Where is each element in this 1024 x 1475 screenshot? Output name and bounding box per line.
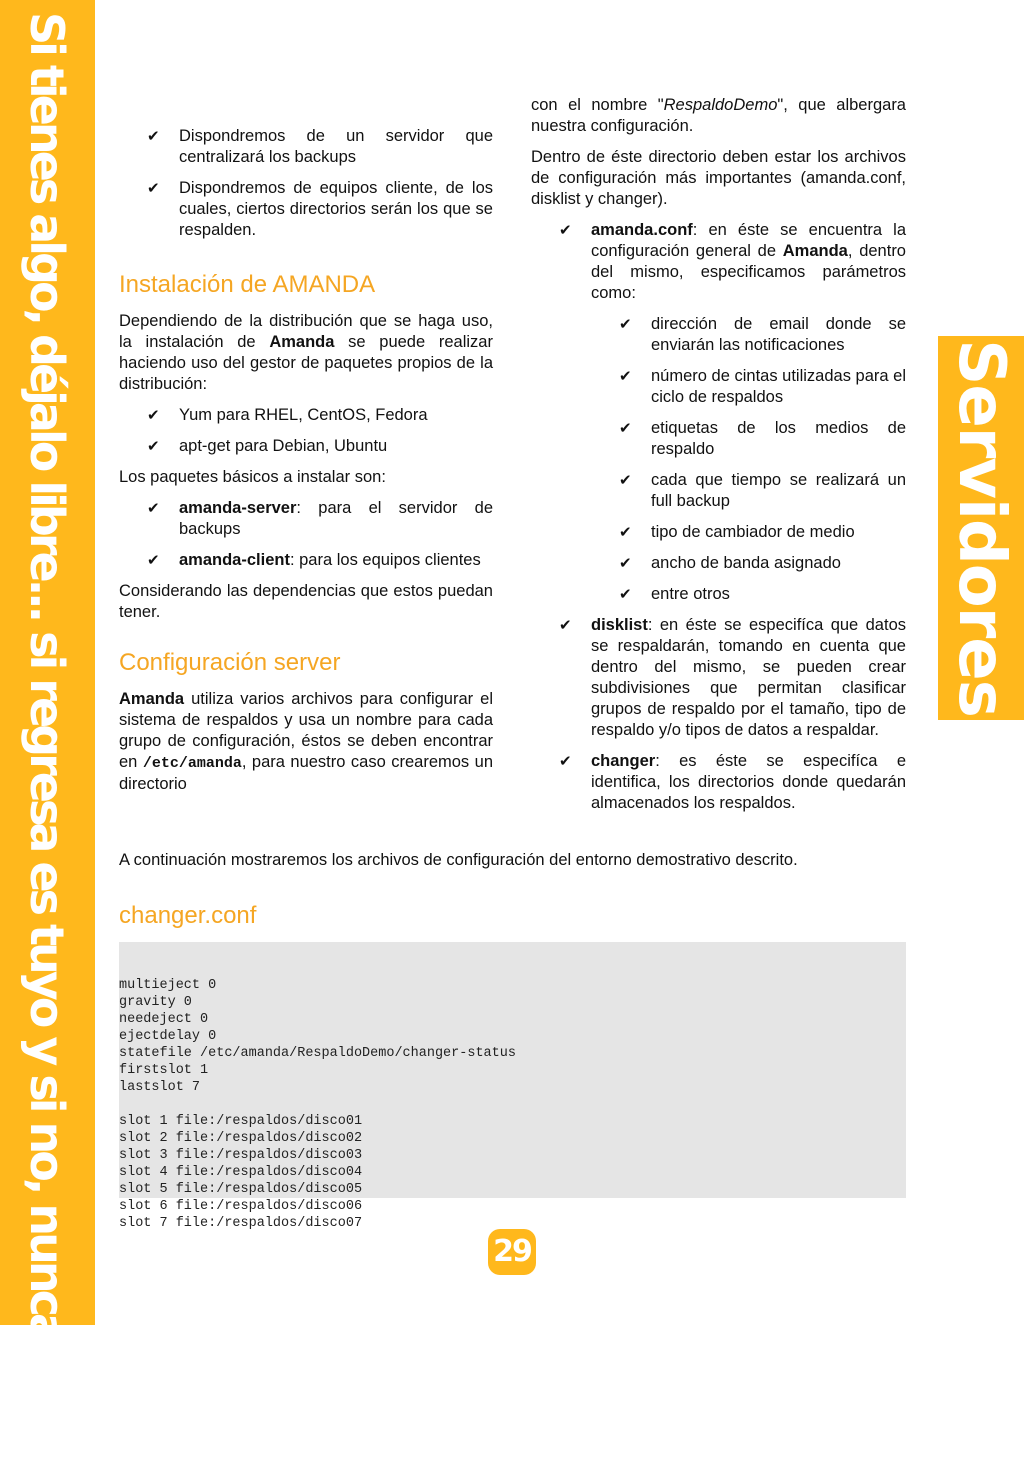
code-line: gravity 0 xyxy=(119,995,192,1010)
code-line: needeject 0 xyxy=(119,1012,209,1027)
code-line: slot 4 file:/respaldos/disco04 xyxy=(119,1165,363,1180)
package-list xyxy=(119,498,493,571)
directory-paragraph: Dentro de éste directorio deben estar los archivos de configuración más importantes (amanda.conf, disklist y changer). xyxy=(531,148,906,208)
check-icon: ✔ xyxy=(147,500,160,517)
config-heading: Configuración server xyxy=(119,649,341,676)
params-list xyxy=(591,314,906,605)
code-line: slot 2 file:/respaldos/disco02 xyxy=(119,1131,363,1146)
check-icon: ✔ xyxy=(147,128,160,145)
list-item: ✔ apt-get para Debian, Ubuntu xyxy=(147,437,388,455)
section-tab xyxy=(938,336,1024,720)
intro-bullet-list xyxy=(119,126,493,241)
code-block xyxy=(119,942,906,1231)
check-icon: ✔ xyxy=(619,524,632,541)
check-icon: ✔ xyxy=(147,438,160,455)
code-line: slot 3 file:/respaldos/disco03 xyxy=(119,1148,363,1163)
list-item-amanda-conf: ✔ amanda.conf: en éste se encuentra la configuración general de Amanda, dentro del mismo, especificamos parámetros como: ✔ dirección de email donde se enviarán las notificaciones ✔ número de cintas utilizadas para el ciclo de respaldos ✔ etiquetas de los medios de respaldo ✔ cada que tiempo se realizará un full backup ✔ tipo de cambiador de medio ✔ ancho de banda asignado ✔ entre otros xyxy=(559,221,906,603)
code-line: slot 1 file:/respaldos/disco01 xyxy=(119,1114,363,1129)
check-icon: ✔ xyxy=(619,555,632,572)
list-item: ✔ tipo de cambiador de medio xyxy=(619,523,855,541)
check-icon: ✔ xyxy=(559,222,572,239)
continuation-paragraph: con el nombre "RespaldoDemo", que albergara nuestra configuración. xyxy=(531,96,906,135)
install-heading: Instalación de AMANDA xyxy=(119,271,376,298)
check-icon: ✔ xyxy=(147,180,160,197)
list-item: ✔ dirección de email donde se enviarán las notificaciones xyxy=(619,315,906,354)
code-line: statefile /etc/amanda/RespaldoDemo/changer-status xyxy=(119,1046,516,1061)
distro-list xyxy=(119,405,493,457)
list-item: ✔ Yum para RHEL, CentOS, Fedora xyxy=(147,406,428,424)
list-item: ✔ ancho de banda asignado xyxy=(619,554,841,572)
check-icon: ✔ xyxy=(619,368,632,385)
code-line: ejectdelay 0 xyxy=(119,1029,217,1044)
install-paragraph: Dependiendo de la distribución que se haga uso, la instalación de Amanda se puede realizar haciendo uso del gestor de paquetes propios de la distribución: xyxy=(119,312,493,393)
list-item: ✔ Dispondremos de un servidor que centralizará los backups xyxy=(147,127,493,166)
page-number: 29 xyxy=(488,1229,536,1275)
sidebar-slogan: Si tienes algo, déjalo libre... si regresa es tuyo y si no, nunca lo fué xyxy=(20,12,74,1475)
code-line: slot 6 file:/respaldos/disco06 xyxy=(119,1199,363,1214)
packages-intro: Los paquetes básicos a instalar son: xyxy=(119,468,386,486)
right-column xyxy=(531,95,906,824)
list-item: ✔ entre otros xyxy=(619,585,730,603)
sidebar-banner xyxy=(0,0,95,1475)
code-line: lastslot 7 xyxy=(119,1080,201,1095)
code-line: slot 7 file:/respaldos/disco07 xyxy=(119,1216,363,1231)
list-item: ✔ amanda-server: para el servidor de backups xyxy=(147,499,493,538)
list-item-disklist: ✔ disklist: en éste se especifíca que datos se respaldarán, tomando en cuenta que dentro del mismo, se pueden crear subdivisiones que permitan clasificar grupos de respaldo por el tamaño, tipo de respaldo y/o tipos de datos a respaldar. xyxy=(559,616,906,739)
check-icon: ✔ xyxy=(619,586,632,603)
check-icon: ✔ xyxy=(619,420,632,437)
full-width-paragraph: A continuación mostraremos los archivos de configuración del entorno demostrativo descrito. xyxy=(119,851,798,869)
list-item: ✔ etiquetas de los medios de respaldo xyxy=(619,419,906,458)
config-files-list xyxy=(531,220,906,814)
list-item-changer: ✔ changer: es éste se especifíca e identifica, los directorios donde quedarán almacenados los respaldos. xyxy=(559,752,906,812)
list-item: ✔ Dispondremos de equipos cliente, de los cuales, ciertos directorios serán los que se respalden. xyxy=(147,179,493,239)
check-icon: ✔ xyxy=(147,407,160,424)
check-icon: ✔ xyxy=(559,617,572,634)
check-icon: ✔ xyxy=(619,316,632,333)
config-paragraph: Amanda utiliza varios archivos para configurar el sistema de respaldos y usa un nombre para cada grupo de configuración, éstos se deben encontrar en /etc/amanda, para nuestro caso crearemos un directorio xyxy=(119,690,493,793)
check-icon: ✔ xyxy=(559,753,572,770)
code-line: firstslot 1 xyxy=(119,1063,209,1078)
code-section-title: changer.conf xyxy=(119,902,257,929)
config-path: /etc/amanda xyxy=(142,755,242,772)
list-item: ✔ número de cintas utilizadas para el ciclo de respaldos xyxy=(619,367,906,406)
list-item: ✔ cada que tiempo se realizará un full backup xyxy=(619,471,906,510)
deps-paragraph: Considerando las dependencias que estos puedan tener. xyxy=(119,582,493,621)
code-line: multieject 0 xyxy=(119,978,217,993)
code-line xyxy=(119,1096,906,1113)
check-icon: ✔ xyxy=(619,472,632,489)
list-item: ✔ amanda-client: para los equipos clientes xyxy=(147,551,481,569)
section-tab-label: Servidores xyxy=(944,339,1018,717)
left-column xyxy=(119,126,493,805)
code-line: slot 5 file:/respaldos/disco05 xyxy=(119,1182,363,1197)
check-icon: ✔ xyxy=(147,552,160,569)
